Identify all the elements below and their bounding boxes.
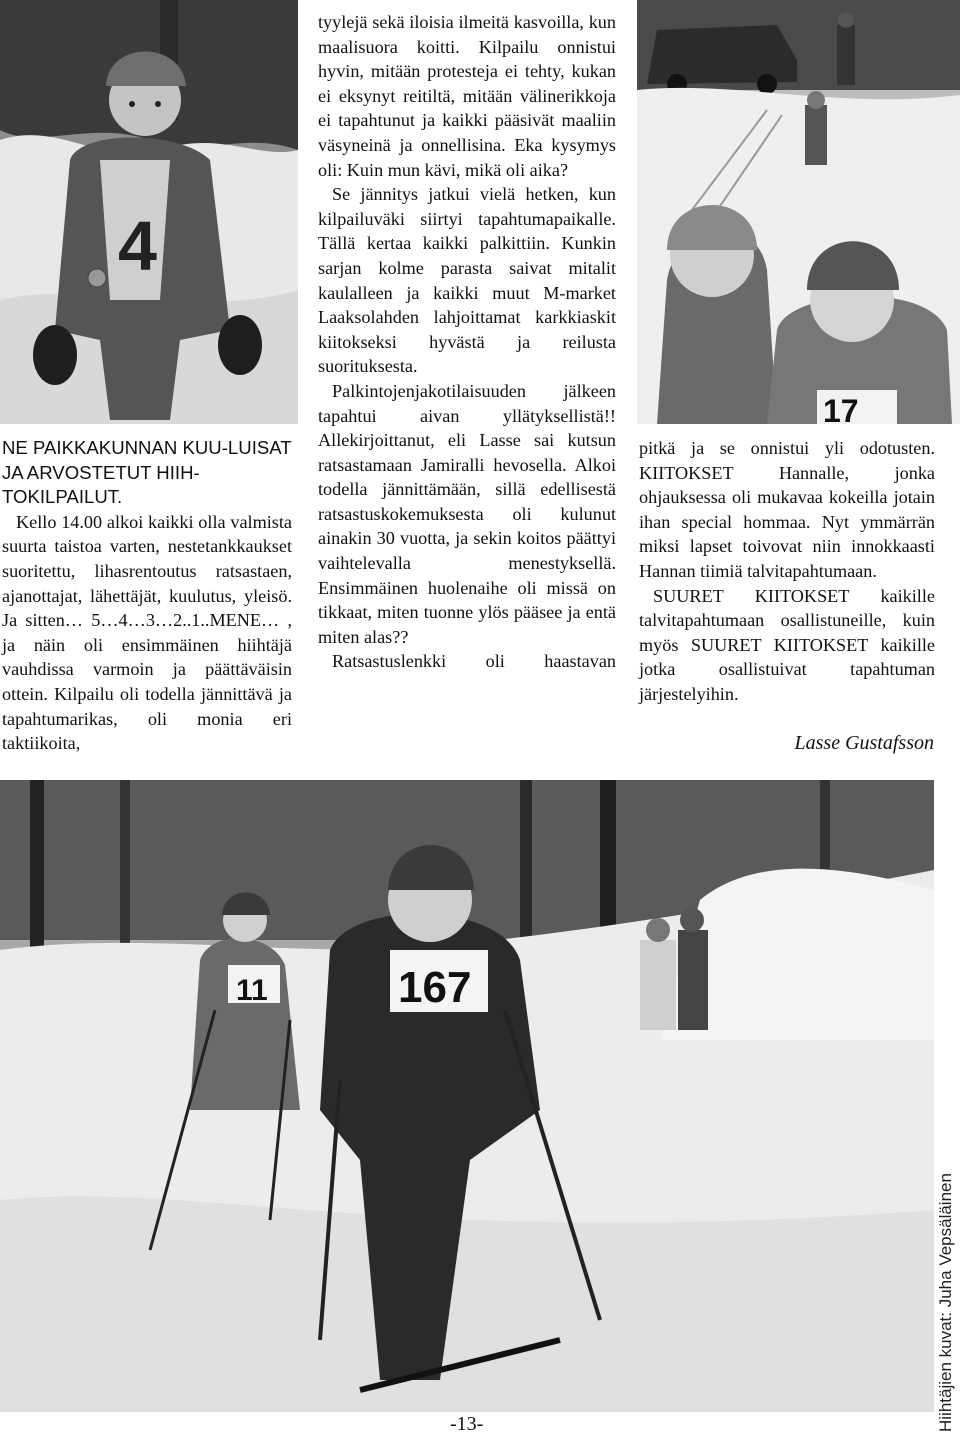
photo-child-with-medal [0, 0, 298, 424]
page-number: -13- [450, 1413, 484, 1435]
bib-number-small-skier: 11 [236, 974, 268, 1007]
column-1 [2, 436, 292, 756]
bib-number-top-right: 17 [823, 393, 859, 424]
column-2 [318, 10, 616, 674]
photo-credit: Hiihtäjien kuvat: Juha Vepsäläinen [936, 1173, 955, 1432]
bib-number-main-skier: 167 [398, 963, 472, 1012]
author-signature: Lasse Gustafsson [794, 732, 934, 754]
column-3-paragraph: pitkä ja se onnistui yli odotusten. KIITOKSET Hannalle, jonka ohjauksessa oli mukavaa kokeilla jotain ihan special hommaa. Nyt ymmärrän miksi lapset toivovat niin innokkaasti Hannan tiimiä talvitapahtumaan. [639, 438, 935, 581]
bib-number-top-left: 4 [118, 207, 157, 285]
column-3 [639, 436, 935, 707]
column-3-paragraph: SUURET KIITOKSET kaikille talvitapahtumaan osallistuneille, kuin myös SUURET KIITOKSET kaikille jotka osallistuivat tapahtuman järjestelyihin. [639, 585, 935, 704]
column-2-paragraph: Palkintojenjakotilaisuuden jälkeen tapahtui aivan yllätyksellistä!! Allekirjoittanut, eli Lasse sai kutsun ratsastamaan Jamiralli hevosella. Alkoi todella jännittämään, sillä edellisestä ratsastuskokemuksesta oli kulunut ainakin 30 vuotta, ja sekin koitos päättyi vaihtelevalla menestyksellä. Ensimmäinen huolenaihe oli missä on tikkaat, miten tuonne ylös pääsee ja entä miten alas?? [318, 380, 616, 647]
article-heading: NE PAIKKAKUNNAN KUU-LUISAT JA ARVOSTETUT HIIH-TOKILPAILUT. [2, 437, 292, 508]
column-2-paragraph: Ratsastuslenkki oli haastavan [332, 651, 616, 672]
photo-skiers-start [637, 0, 960, 424]
column-2-paragraph: tyylejä sekä iloisia ilmeitä kasvoilla, kun maalisuora koitti. Kilpailu onnistui hyvin, mitään protesteja ei tehty, kukan ei eksynyt reitiltä, mitään välinerikkoja ei tapahtunut ja kaikki pääsivät maaliin väsyneinä ja onnellisina. Eka kysymys oli: Kuin mun kävi, mikä oli aika? [318, 12, 616, 180]
photo-skiers-race [0, 780, 934, 1412]
column-2-paragraph: Se jännitys jatkui vielä hetken, kun kilpailuväki siirtyi tapahtumapaikalle. Tällä kertaa kaikki palkittiin. Kunkin sarjan kolme parasta saivat mitalit kaulalleen ja kaikki muut M-market Laaksolahden lahjoittamat karkkiaskit kiitokseksi hyvästä ja reilusta suorituksesta. [318, 184, 616, 377]
column-1-paragraph: Kello 14.00 alkoi kaikki olla valmista suurta taistoa varten, nestetankkaukset suoritettu, lihasrentoutus ratsastaen, ajanottajat, lähettäjät, kuulutus, yleisö. Ja sitten… 5…4…3…2..1..MENE… , ja näin oli ensimmäinen hiihtäjä vauhdissa varmoin ja päättäväisin ottein. Kilpailu oli todella jännittävä ja tapahtumarikas, oli monia eri taktiikoita, [2, 511, 292, 754]
